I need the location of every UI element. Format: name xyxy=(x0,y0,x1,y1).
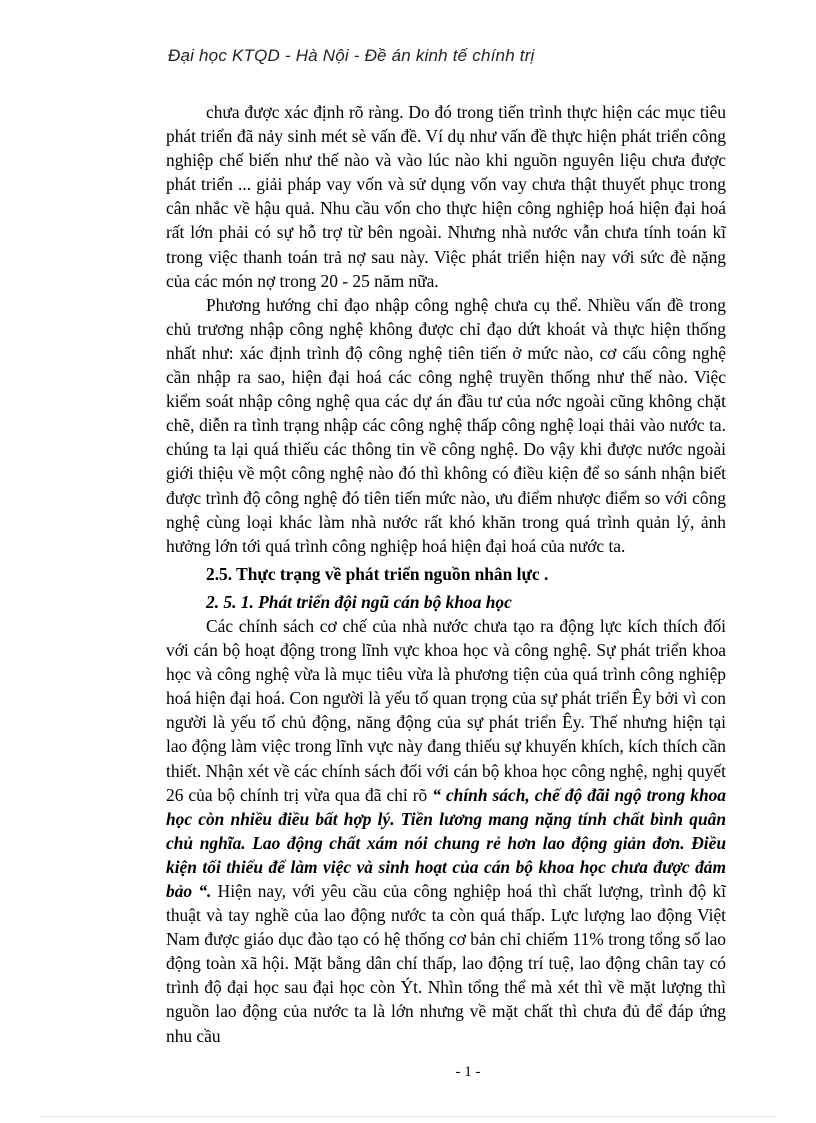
subsection-heading-2-5-1: 2. 5. 1. Phát triển đội ngũ cán bộ khoa học xyxy=(206,591,512,612)
paragraph-2: Phương hướng chỉ đạo nhập công nghệ chưa cụ thể. Nhiều vấn đề trong chủ trương nhập công nghệ không được chỉ đạo dứt khoát và thực hiện thống nhất như: xác định trình độ công nghệ tiên tiến ở mức nào, cơ cấu công nghệ cần nhập ra sao, hiện đại hoá các công nghệ truyền thống như thế nào. Việc kiểm soát nhập công nghệ qua các dự án đầu tư của nớc ngoài cũng không chặt chẽ, diễn ra tình trạng nhập các công nghệ thấp công nghệ loại thải vào nước ta. chúng ta lại quá thiếu các thông tin về công nghệ. Do vậy khi được nước ngoài giới thiệu về một công nghệ nào đó thì không có điều kiện để so sánh nhận biết được trình độ công nghệ đó tiên tiến mức nào, ưu điểm nhược điểm so với công nghệ cùng loại khác làm nhà nước rất khó khăn trong quá trình quản lý, ảnh hưởng lớn tới quá trình công nghiệp hoá hiện đại hoá của nước ta. xyxy=(166,294,726,556)
page-bottom-divider xyxy=(40,1116,776,1117)
paragraph-1: chưa được xác định rõ ràng. Do đó trong tiến trình thực hiện các mục tiêu phát triển đã nảy sinh mét sè vấn đề. Ví dụ như vấn đề thực hiện phát triển công nghiệp chế biến như thế nào và vào lúc nào khi nguồn nguyên liệu chưa được phát triển ... giải pháp vay vốn và sử dụng vốn vay chưa thật thuyết phục trong cân nhắc về hậu quả. Nhu cầu vốn cho thực hiện công nghiệp hoá hiện đại hoá rất lớn phải có sự hỗ trợ từ bên ngoài. Nhưng nhà nước vẫn chưa tính toán kĩ trong việc thanh toán trả nợ sau này. Việc phát triển hiện nay với sức đè nặng của các món nợ trong 20 - 25 năm nữa. xyxy=(166,102,726,291)
resolution-quote: “ chính sách, chế độ đãi ngộ trong khoa học còn nhiều điều bất hợp lý. Tiền lương mang nặng tính chất bình quân chủ nghĩa. Lao động chất xám nói chung rẻ hơn lao động giản đơn. Điều kiện tối thiểu để làm việc và sinh hoạt của cán bộ khoa học chưa được đảm bảo “. xyxy=(166,784,727,901)
paragraph-3-start: Các chính sách cơ chế của nhà nước chưa tạo ra động lực kích thích đối với cán bộ hoạt động trong lĩnh vực khoa học và công nghệ. Sự phát triển khoa học và công nghệ vừa là mục tiêu vừa là phương tiện của quá trình công nghiệp hoá hiện đại hoá. Con người là yếu tố quan trọng của sự phát triển Êy bởi vì con người là yếu tố chủ động, năng động của sự phát triển Êy. Thế nhưng hiện tại lao động làm việc trong lĩnh vực này đang thiếu sự khuyến khích, kích thích cần thiết. Nhận xét về các chính sách đối với cán bộ khoa học công nghệ, nghị quyết 26 của bộ chính trị vừa qua đã chỉ rõ xyxy=(166,615,726,805)
document-body xyxy=(166,100,726,1048)
running-header: Đại học KTQD - Hà Nội - Đề án kinh tế chính trị xyxy=(168,46,535,65)
section-heading-2-5: 2.5. Thực trạng về phát triển nguồn nhân lực . xyxy=(206,563,549,584)
paragraph-3-end: Hiện nay, với yêu cầu của công nghiệp hoá thì chất lượng, trình độ kĩ thuật và tay nghề của lao động nước ta còn quá thấp. Lực lượng lao động Việt Nam được giáo dục đào tạo có hệ thống cơ bản chỉ chiếm 11% trong tổng số lao động toàn xã hội. Mặt bằng dân chí thấp, lao động trí tuệ, lao động chân tay có trình độ đại học sau đại học còn Ýt. Nhìn tổng thể mà xét thì về mặt lượng thì nguồn lao động của nước ta là lớn nhưng về mặt chất thì chưa đủ để đáp ứng nhu cầu xyxy=(166,881,726,1046)
page-number: - 1 - xyxy=(455,1064,481,1080)
paragraph-3 xyxy=(166,614,726,1048)
